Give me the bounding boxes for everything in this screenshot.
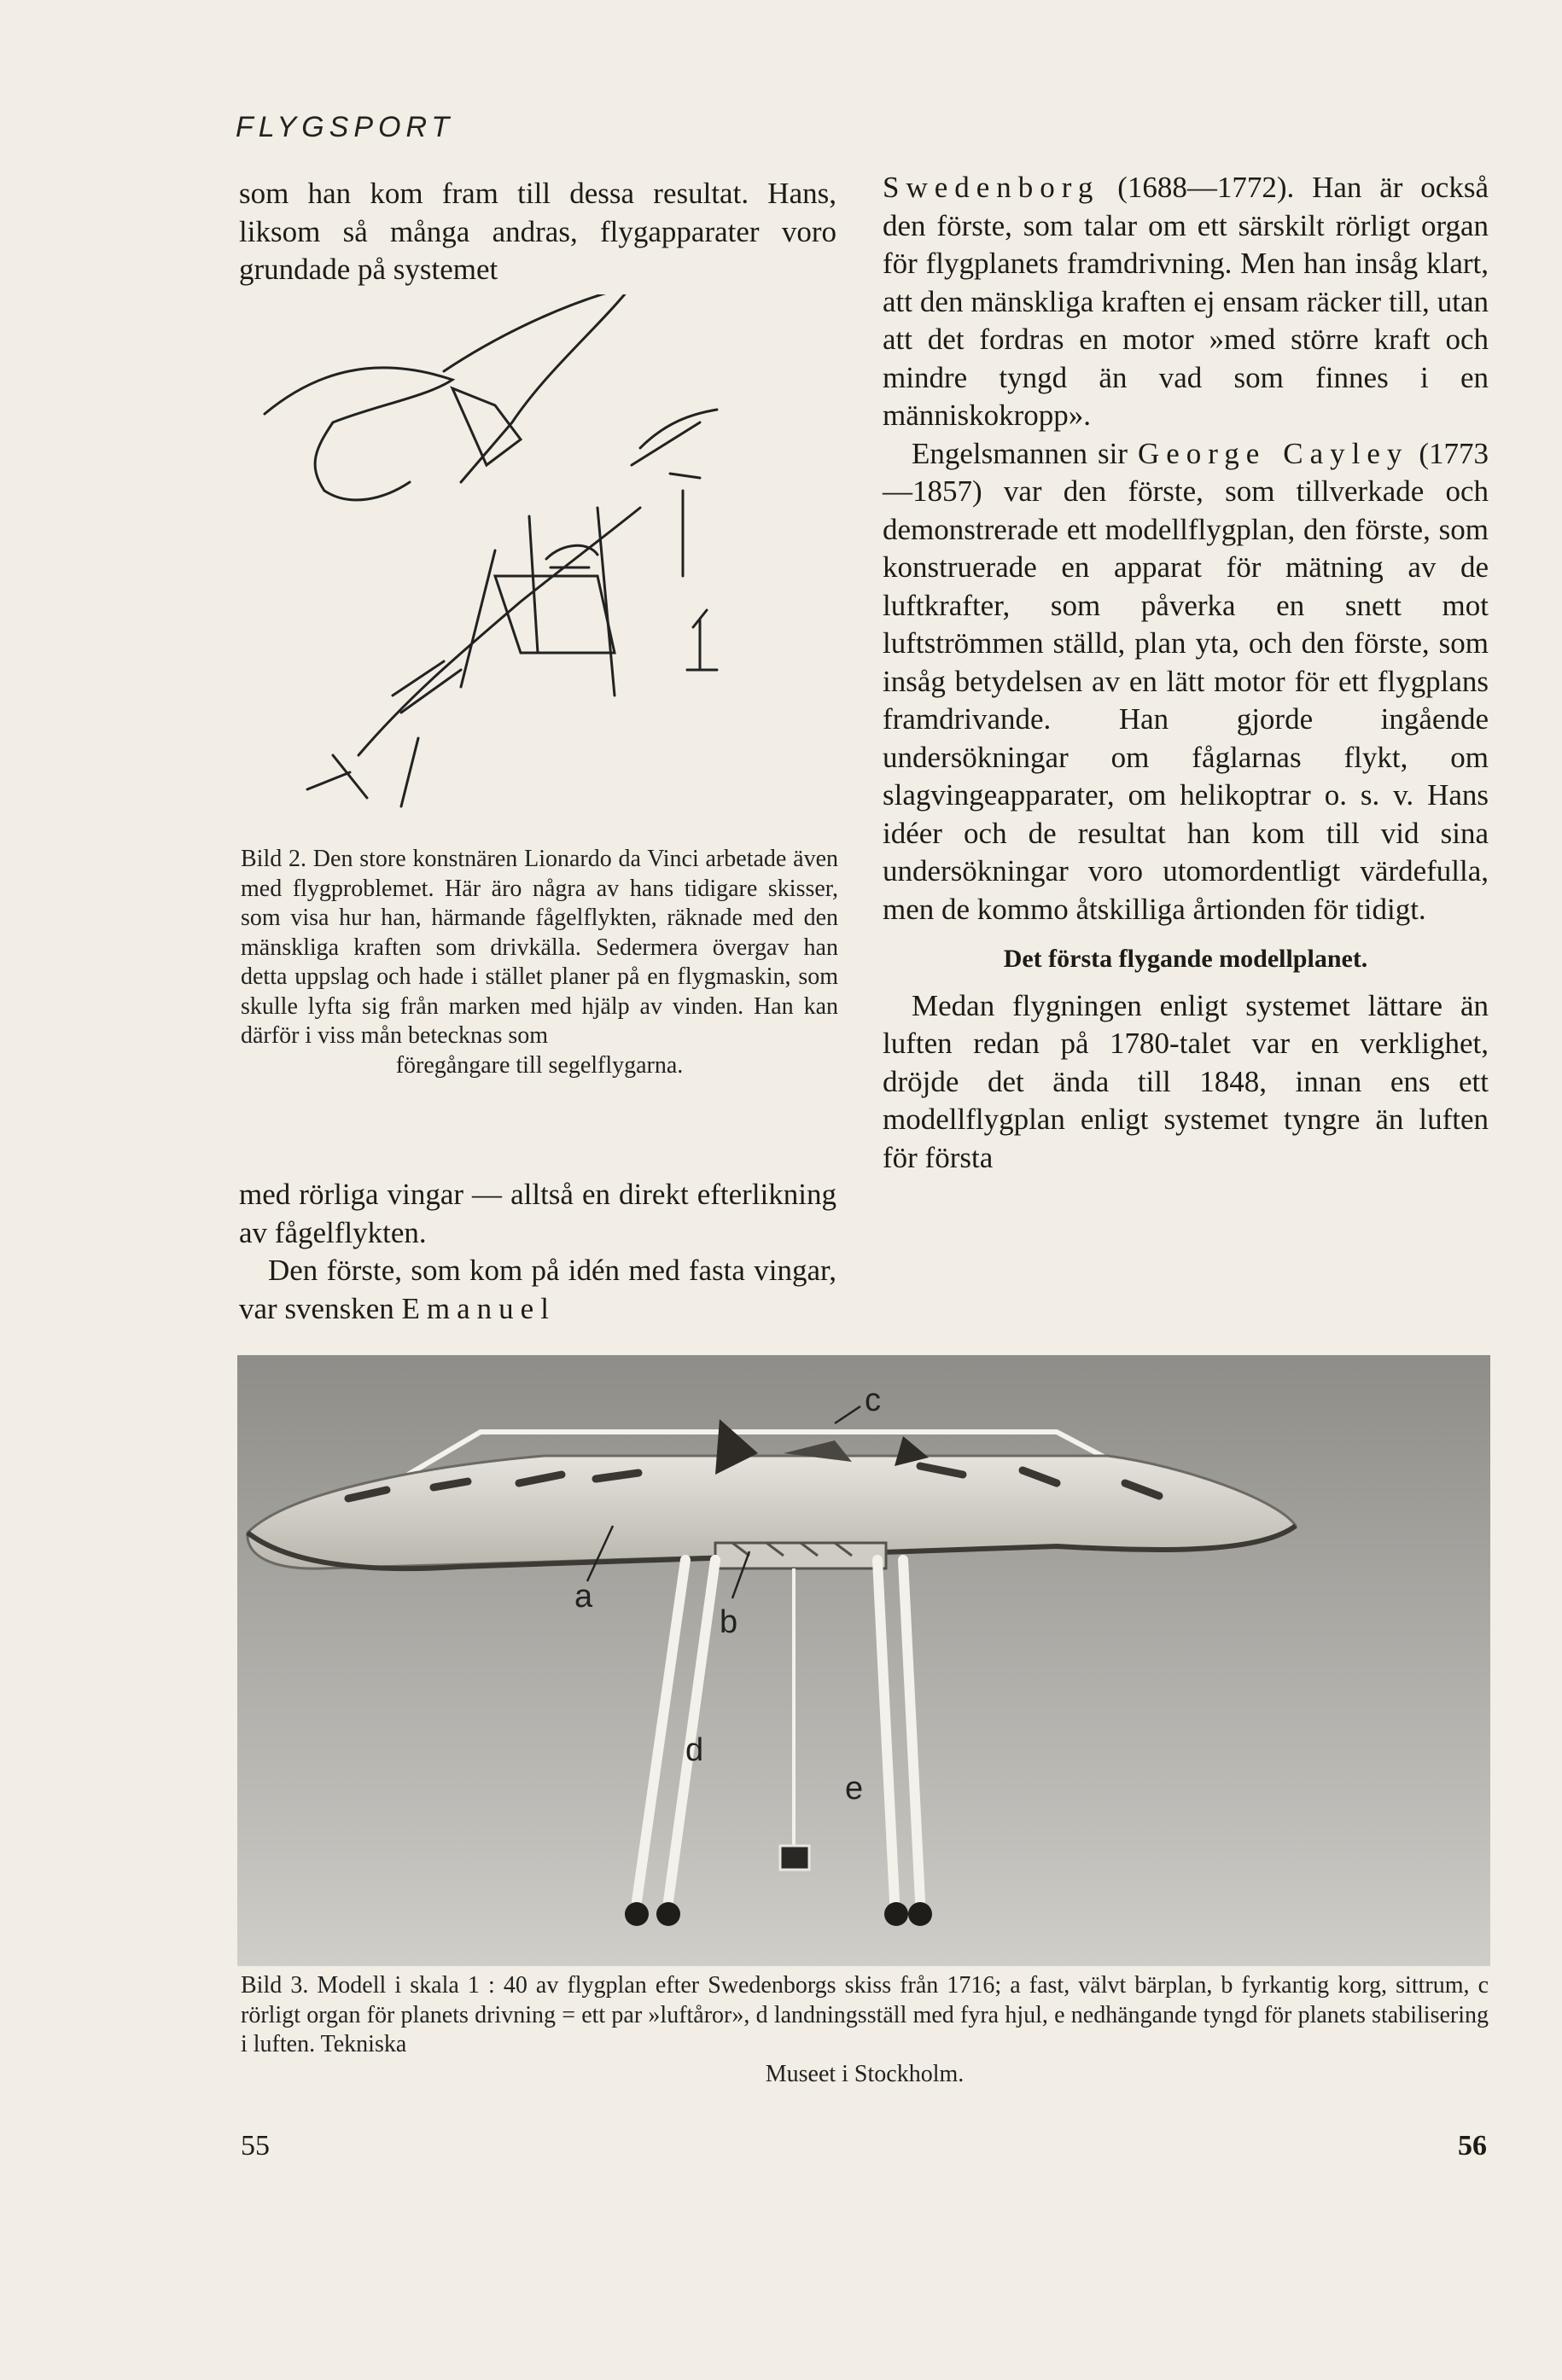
right-paragraph-swedenborg [883, 169, 1489, 435]
label-a: a [574, 1579, 593, 1615]
figure2-caption-text: Bild 2. Den store konstnären Lionardo da Vinci arbetade även med flygproblemet. Här äro några av hans tidigare skisser, som visa hur han, härmande fågelflykten, räknade med den mänskliga kraften som drivkälla. Sedermera övergav han detta uppslag och hade i stället planer på en flygmaskin, som skulle lyfta sig från marken med hjälp av vinden. Han kan därför i viss mån betecknas som [241, 846, 838, 1049]
left-column-bottom [239, 1176, 836, 1328]
wheel-1 [625, 1902, 649, 1926]
figure2-caption [241, 845, 838, 1080]
left-column-top [239, 175, 836, 289]
running-title: FLYGSPORT [236, 111, 455, 143]
cayley-text: (1773—1857) var den förste, som tillverkade och demonstrerade ett modellflygplan, den förste, som konstruerade en apparat för mätning av de luftkrafter, som påverka en snett mot luftströmmen ställd, plan yta, och den förste, som insåg betydelsen av en lätt motor för ett flygplans framdrivande. Han gjorde ingående undersökningar om fåglarnas flykt, om slagvingeapparater, om helikoptrar o. s. v. Hans idéer och de resultat han kom till vid sina undersökningar voro utomordentligt värdefulla, men de kommo åtskilliga årtionden för tidigt. [883, 436, 1489, 926]
weight-e [780, 1846, 809, 1870]
right-paragraph-modelplane: Medan flygningen enligt systemet lättare än luften redan på 1780-talet var en verklighet, dröjde det ända till 1848, innan ens ett modellflygplan enligt systemet tyngre än luften för första [883, 988, 1489, 1174]
sketch-frame-legs [461, 508, 615, 695]
page-number-right: 56 [1458, 2130, 1487, 2162]
name-cayley: George Cayley [1137, 436, 1409, 470]
basket-b [715, 1543, 886, 1568]
left-paragraph-first-text: Den förste, som kom på idén med fasta vingar, var svensken [239, 1254, 836, 1325]
sketch-wing-left [265, 368, 452, 500]
sketch-stand [687, 610, 717, 670]
figure2-caption-last: föregångare till segelflygarna. [395, 1051, 684, 1079]
name-emanuel: Emanuel [401, 1291, 556, 1325]
label-c: c [865, 1382, 881, 1418]
sketch-body-diagonal [358, 508, 640, 755]
left-paragraph-top: som han kom fram till dessa resultat. Hans, liksom så många andras, flygapparater voro grundade på systemet [239, 177, 836, 286]
section-subheading: Det första flygande modellplanet. [1003, 945, 1368, 973]
sketch-wing-main [444, 294, 632, 482]
sketch-frame [495, 576, 615, 653]
sketch-pole [670, 474, 700, 576]
left-paragraph-first [239, 1252, 836, 1328]
left-paragraph-wings: med rörliga vingar — alltså en direkt efterlikning av fågelflykten. [239, 1178, 836, 1249]
figure3-caption-text: Bild 3. Modell i skala 1 : 40 av flygplan efter Swedenborgs skiss från 1716; a fast, välvt bärplan, b fyrkantig korg, sittrum, c rörligt organ för planets drivning = ett par »luftåror», d landningsställ med fyra hjul, e nedhängande tyngd för planets stabilisering i luften. Tekniska [241, 1972, 1489, 2057]
wheel-4 [908, 1902, 932, 1926]
label-d: d [685, 1732, 704, 1768]
model-plane-photo [237, 1355, 1490, 1966]
figure3-caption [241, 1971, 1489, 2089]
right-paragraph-cayley [883, 435, 1489, 929]
cayley-intro: Engelsmannen sir [912, 436, 1128, 470]
label-b: b [720, 1604, 738, 1640]
sketch-down-line [401, 738, 418, 806]
sketch-tail [307, 755, 367, 798]
label-e: e [845, 1771, 864, 1807]
model-plane-illustration [237, 1355, 1490, 1966]
leonardo-sketch-figure [239, 294, 836, 841]
wheel-3 [884, 1902, 908, 1926]
right-column [883, 169, 1489, 1177]
name-swedenborg: Swedenborg [883, 171, 1100, 204]
figure3-caption-last: Museet i Stockholm. [765, 2060, 965, 2087]
page-number-left: 55 [241, 2130, 270, 2162]
gear-leg-4 [903, 1560, 920, 1901]
sketch-right-arm [632, 410, 717, 465]
gear-leg-3 [877, 1560, 895, 1901]
swedenborg-text: (1688—1772). Han är också den förste, som talar om ett särskilt rörligt organ för flygplanets framdrivning. Men han insåg klart, att den mänskliga kraften ej ensam räcker till, utan att det fordras en motor »med större kraft och mindre tyngd än vad som finnes i en människokropp». [883, 171, 1489, 432]
wheel-2 [656, 1902, 680, 1926]
